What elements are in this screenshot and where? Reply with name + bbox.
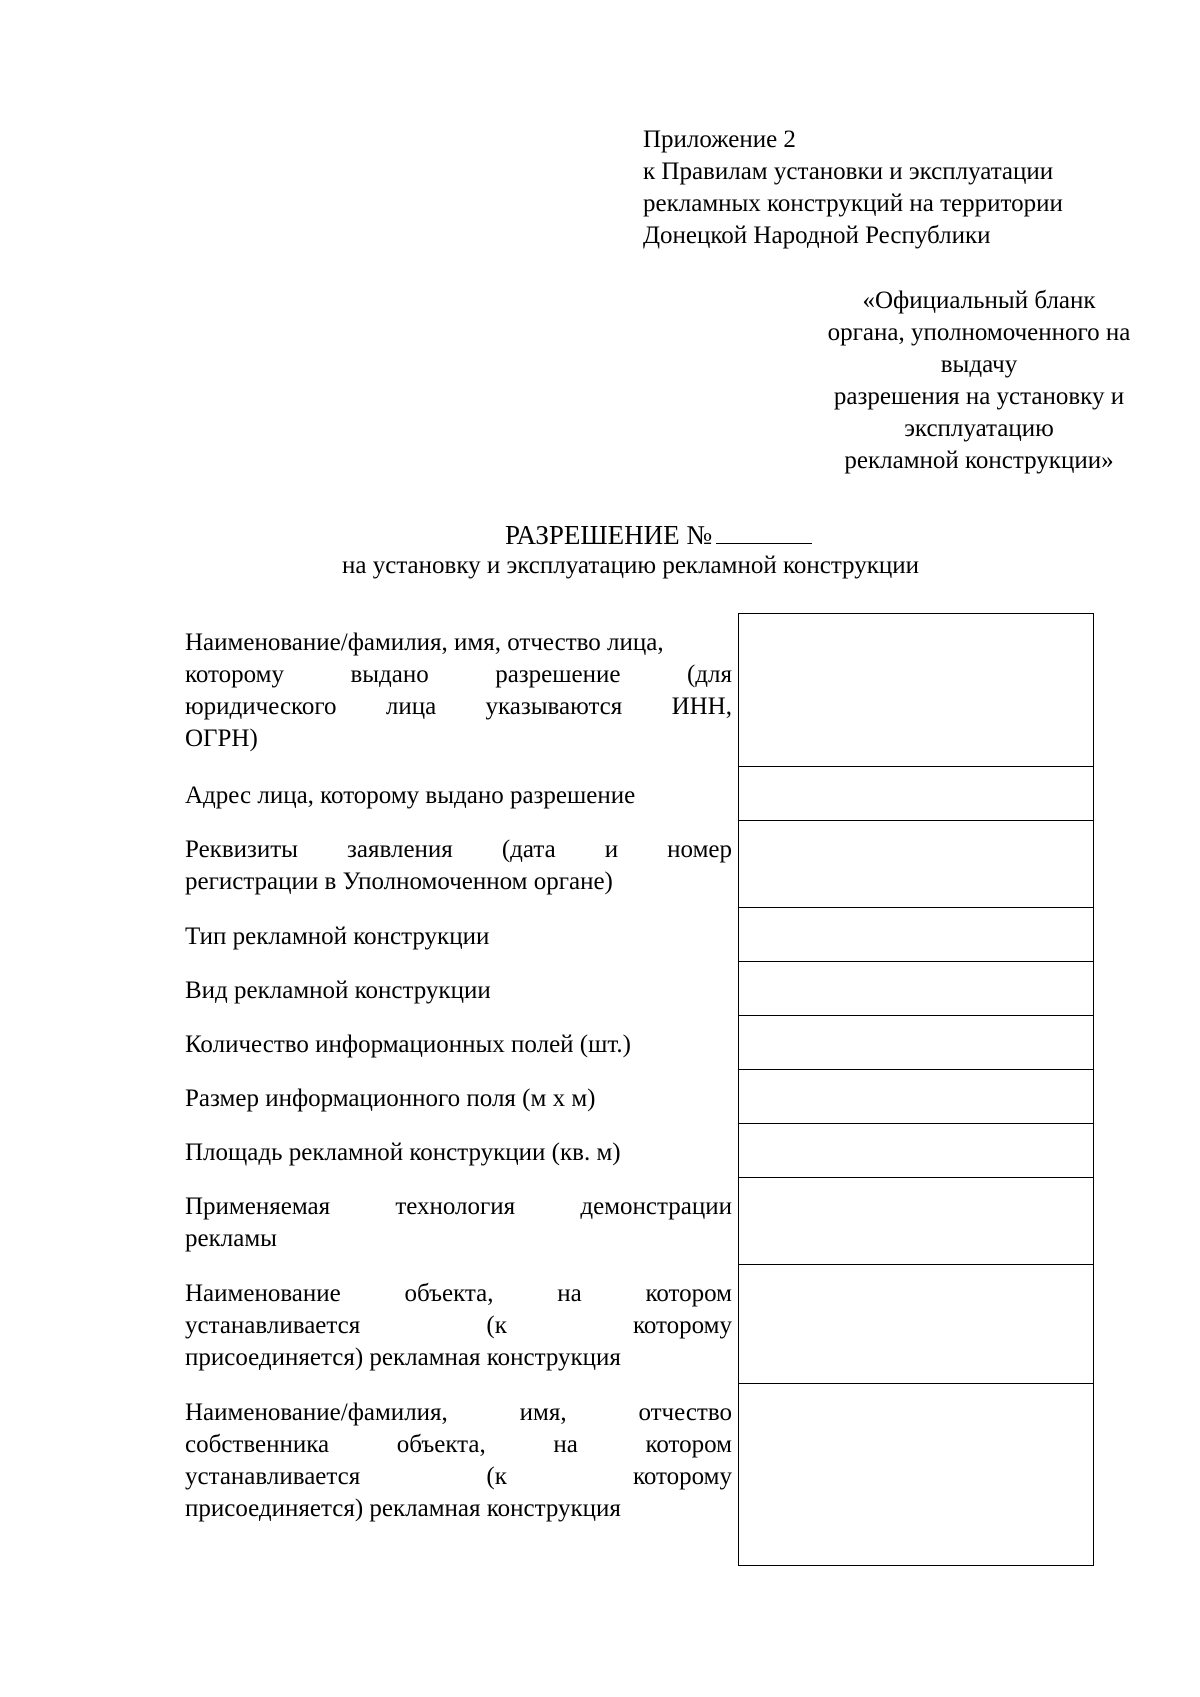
field-label-line: рекламы	[185, 1225, 277, 1252]
field-label-word: устанавливается	[185, 1312, 361, 1339]
field-value-cell[interactable]	[738, 907, 1094, 961]
document-title-text: РАЗРЕШЕНИЕ №	[505, 520, 713, 550]
field-label-line	[185, 1461, 732, 1493]
field-label-line: Площадь рекламной конструкции (кв. м)	[185, 1139, 621, 1166]
field-value-cell[interactable]	[738, 1069, 1094, 1123]
field-label-word: объекта,	[396, 1431, 486, 1458]
field-value-cell[interactable]	[738, 1264, 1094, 1383]
field-label-word: Наименование/фамилия,	[185, 1399, 448, 1426]
field-label-line: Тип рекламной конструкции	[185, 923, 490, 950]
field-label-word: выдано	[350, 661, 429, 688]
field-label-word: технология	[395, 1193, 516, 1220]
field-label-word: номер	[667, 836, 732, 863]
field-label	[185, 1278, 732, 1374]
field-label-line: Вид рекламной конструкции	[185, 977, 491, 1004]
field-label-line: Размер информационного поля (м х м)	[185, 1085, 596, 1112]
field-value-cell[interactable]	[738, 1123, 1094, 1177]
field-label-word: (для	[686, 661, 732, 688]
appendix-line: к Правилам установки и эксплуатации	[643, 158, 1054, 185]
official-blank-note	[796, 285, 1162, 477]
field-label-line	[185, 834, 732, 866]
appendix-line: рекламных конструкций на территории	[643, 190, 1063, 217]
appendix-line: Донецкой Народной Республики	[643, 222, 991, 249]
field-label-word: котором	[645, 1280, 732, 1307]
field-label	[185, 627, 732, 755]
field-label-word: собственника	[185, 1431, 330, 1458]
field-label	[185, 1083, 732, 1115]
field-label-line	[185, 1310, 732, 1342]
field-value-cell[interactable]	[738, 961, 1094, 1015]
field-label-line: Адрес лица, которому выдано разрешение	[185, 782, 636, 809]
field-label-word: Применяемая	[185, 1193, 331, 1220]
field-value-cell[interactable]	[738, 1015, 1094, 1069]
field-label-word: имя,	[519, 1399, 567, 1426]
blank-note-line: выдачу	[940, 351, 1018, 378]
field-label-word: которому	[185, 661, 284, 688]
field-label	[185, 1191, 732, 1255]
field-label-line: регистрации в Уполномоченном органе)	[185, 868, 613, 895]
field-label-word: которому	[633, 1312, 732, 1339]
field-label-line: присоединяется) рекламная конструкция	[185, 1495, 621, 1522]
field-value-cell[interactable]	[738, 766, 1094, 820]
field-label	[185, 1137, 732, 1169]
field-label-line	[185, 1429, 732, 1461]
field-label-word: ИНН,	[671, 693, 732, 720]
field-label-line	[185, 1191, 732, 1223]
appendix-reference	[643, 124, 1063, 252]
field-label-line: ОГРН)	[185, 725, 258, 752]
field-label-word: Наименование	[185, 1280, 341, 1307]
field-label-line: присоединяется) рекламная конструкция	[185, 1344, 621, 1371]
field-label	[185, 834, 732, 898]
field-label	[185, 975, 732, 1007]
field-label-word: (к	[486, 1463, 507, 1490]
blank-note-line: разрешения на установку и	[833, 383, 1125, 410]
field-label-line	[185, 659, 732, 691]
blank-note-line: эксплуатацию	[904, 415, 1054, 442]
field-value-cell[interactable]	[738, 1383, 1094, 1566]
field-label-line	[185, 691, 732, 723]
field-label-word: объекта,	[404, 1280, 494, 1307]
field-label	[185, 921, 732, 953]
field-label-word: указываются	[485, 693, 623, 720]
field-label-word: лица	[385, 693, 437, 720]
field-label-word: демонстрации	[580, 1193, 732, 1220]
appendix-line: Приложение 2	[643, 126, 796, 153]
field-label-word: (дата	[501, 836, 556, 863]
field-label-word: которому	[633, 1463, 732, 1490]
permit-number-blank	[716, 517, 812, 544]
document-subtitle: на установку и эксплуатацию рекламной конструкции	[342, 552, 920, 579]
field-label	[185, 1029, 732, 1061]
blank-note-line: «Официальный бланк	[862, 287, 1096, 314]
field-label-word: Реквизиты	[185, 836, 298, 863]
field-value-cell[interactable]	[738, 820, 1094, 907]
field-label-word: на	[557, 1280, 582, 1307]
field-label-word: разрешение	[495, 661, 621, 688]
field-label-word: заявления	[347, 836, 453, 863]
field-value-cell[interactable]	[738, 613, 1094, 766]
field-label-word: на	[553, 1431, 578, 1458]
blank-note-line: органа, уполномоченного на	[827, 319, 1131, 346]
field-label-word: (к	[486, 1312, 507, 1339]
field-label	[185, 1397, 732, 1525]
field-label-line: Наименование/фамилия, имя, отчество лица,	[185, 629, 664, 656]
field-label-word: юридического	[185, 693, 337, 720]
blank-note-line: рекламной конструкции»	[844, 447, 1114, 474]
field-label-word: и	[604, 836, 619, 863]
field-label-word: котором	[645, 1431, 732, 1458]
field-label-word: отчество	[638, 1399, 732, 1426]
field-label-line	[185, 1397, 732, 1429]
field-label-line: Количество информационных полей (шт.)	[185, 1031, 631, 1058]
field-label	[185, 780, 732, 812]
document-title	[505, 517, 812, 552]
field-value-cell[interactable]	[738, 1177, 1094, 1264]
field-label-line	[185, 1278, 732, 1310]
field-label-word: устанавливается	[185, 1463, 361, 1490]
